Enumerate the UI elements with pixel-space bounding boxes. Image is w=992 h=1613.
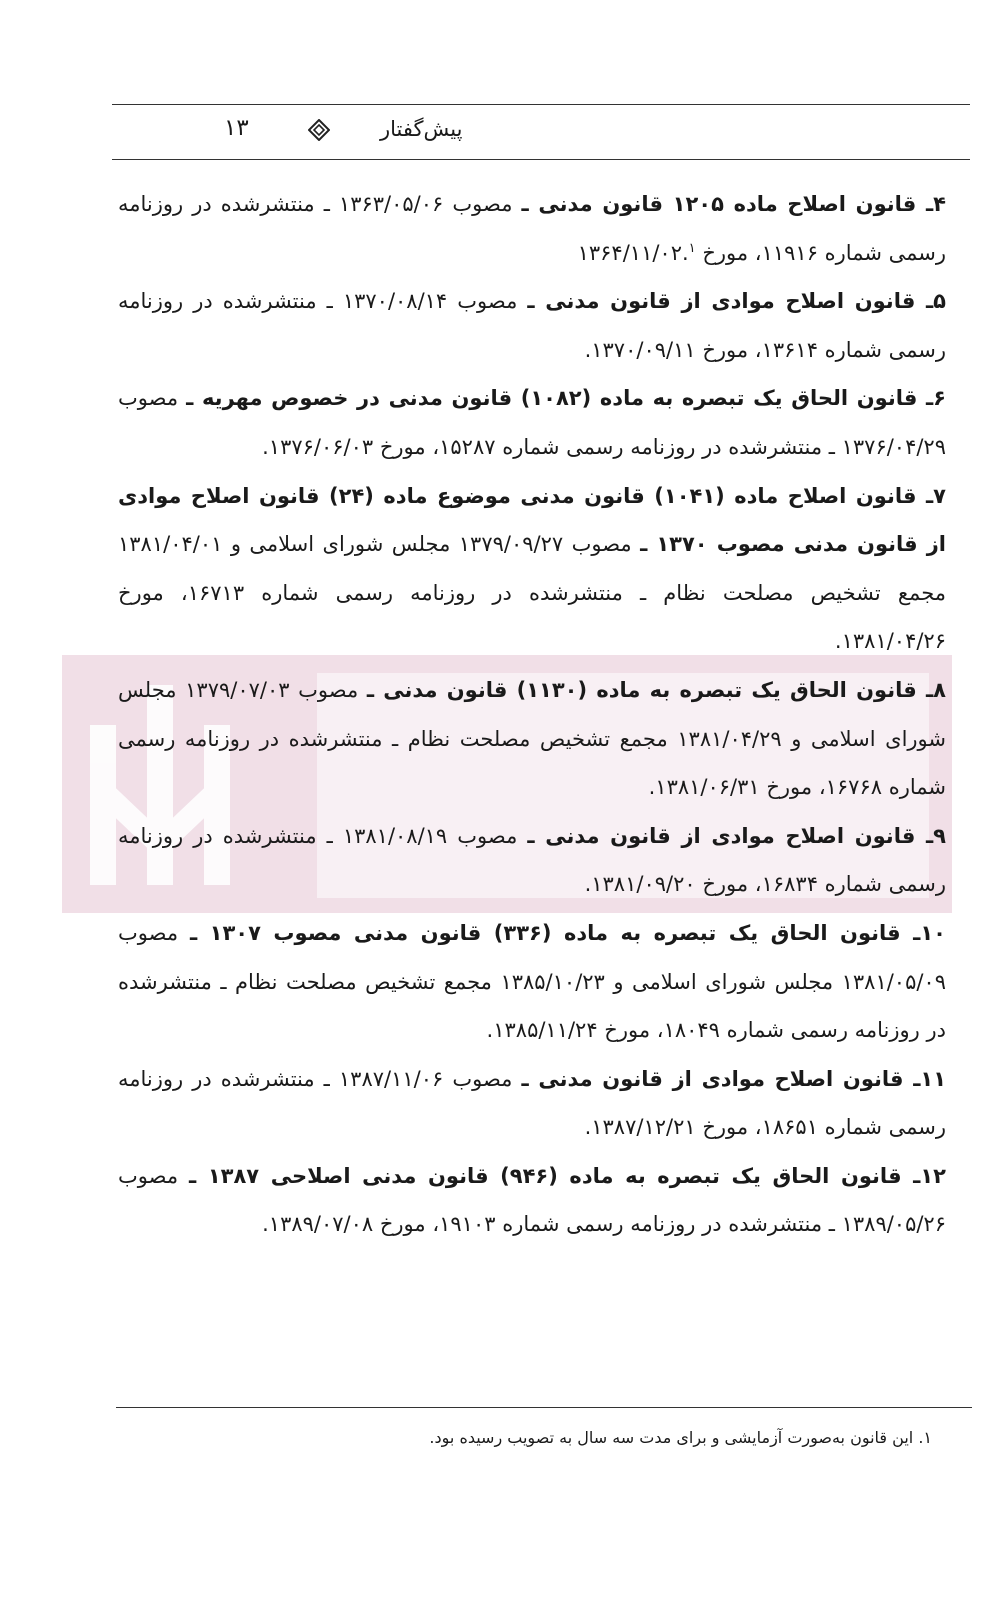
law-title: ۷ـ قانون اصلاح ماده (۱۰۴۱) قانون مدنی موضوع ماده (۲۴) قانون اصلاح موادی از قانون مدنی مصوب ۱۳۷۰ ـ	[118, 483, 947, 557]
list-item	[118, 666, 946, 812]
list-item	[118, 1055, 946, 1152]
list-item	[118, 180, 946, 277]
running-header	[112, 104, 970, 160]
footnote-reference[interactable]: ۱	[688, 240, 696, 256]
law-details: مصوب ۱۳۷۹/۰۹/۲۷ مجلس شورای اسلامی و ۱۳۸۱/۰۴/۰۱ مجمع تشخیص مصلحت نظام ـ منتشرشده در روزنامه رسمی شماره ۱۶۷۱۳، مورخ ۱۳۸۱/۰۴/۲۶.	[118, 532, 947, 654]
chapter-title: پیش‌گفتار	[380, 117, 463, 141]
law-title: ۵ـ قانون اصلاح موادی از قانون مدنی ـ	[527, 289, 946, 314]
law-details: مصوب ۱۳۸۹/۰۵/۲۶ ـ منتشرشده در روزنامه رسمی شماره ۱۹۱۰۳، مورخ ۱۳۸۹/۰۷/۰۸.	[118, 1163, 946, 1237]
law-details: مصوب ۱۳۷۶/۰۴/۲۹ ـ منتشرشده در روزنامه رسمی شماره ۱۵۲۸۷، مورخ ۱۳۷۶/۰۶/۰۳.	[118, 386, 946, 459]
law-title: ۴ـ قانون اصلاح ماده ۱۲۰۵ قانون مدنی ـ	[521, 192, 946, 216]
list-item	[118, 909, 946, 1055]
law-list	[118, 180, 946, 1249]
page-number: ۱۳	[224, 115, 249, 141]
diamond-ornament-icon	[308, 119, 330, 141]
law-details: مصوب ۱۳۷۰/۰۸/۱۴ ـ منتشرشده در روزنامه رسمی شماره ۱۳۶۱۴، مورخ ۱۳۷۰/۰۹/۱۱.	[118, 289, 946, 362]
law-title: ۹ـ قانون اصلاح موادی از قانون مدنی ـ	[527, 823, 946, 848]
law-details: مصوب ۱۳۸۷/۱۱/۰۶ ـ منتشرشده در روزنامه رسمی شماره ۱۸۶۵۱، مورخ ۱۳۸۷/۱۲/۲۱.	[118, 1066, 946, 1140]
list-item	[118, 374, 946, 471]
list-item	[118, 472, 946, 666]
law-details: مصوب ۱۳۷۹/۰۷/۰۳ مجلس شورای اسلامی و ۱۳۸۱/۰۴/۲۹ مجمع تشخیص مصلحت نظام ـ منتشرشده در روزنامه رسمی شماره ۱۶۷۶۸، مورخ ۱۳۸۱/۰۶/۳۱.	[118, 677, 946, 800]
law-details: مصوب ۱۳۸۱/۰۵/۰۹ مجلس شورای اسلامی و ۱۳۸۵/۱۰/۲۳ مجمع تشخیص مصلحت نظام ـ منتشرشده در روزنامه رسمی شماره ۱۸۰۴۹، مورخ ۱۳۸۵/۱۱/۲۴.	[118, 920, 946, 1043]
law-details: مصوب ۱۳۸۱/۰۸/۱۹ ـ منتشرشده در روزنامه رسمی شماره ۱۶۸۳۴، مورخ ۱۳۸۱/۰۹/۲۰.	[118, 823, 946, 897]
law-title: ۸ـ قانون الحاق یک تبصره به ماده (۱۱۳۰) قانون مدنی ـ	[366, 677, 946, 702]
law-title: ۱۲ـ قانون الحاق یک تبصره به ماده (۹۴۶) قانون مدنی اصلاحی ۱۳۸۷ ـ	[189, 1163, 946, 1188]
list-item	[118, 1152, 946, 1249]
footnote: ۱. این قانون به‌صورت آزمایشی و برای مدت سه سال به تصویب رسیده بود.	[429, 1428, 932, 1447]
law-title: ۱۱ـ قانون اصلاح موادی از قانون مدنی ـ	[521, 1066, 947, 1091]
list-item	[118, 812, 946, 909]
law-title: ۱۰ـ قانون الحاق یک تبصره به ماده (۳۳۶) قانون مدنی مصوب ۱۳۰۷ ـ	[189, 920, 946, 945]
law-title: ۶ـ قانون الحاق یک تبصره به ماده (۱۰۸۲) قانون مدنی در خصوص مهریه ـ	[186, 386, 946, 411]
footnote-separator	[116, 1407, 972, 1408]
law-details: مصوب ۱۳۶۳/۰۵/۰۶ ـ منتشرشده در روزنامه رسمی شماره ۱۱۹۱۶، مورخ ۱۳۶۴/۱۱/۰۲.	[118, 192, 946, 265]
list-item	[118, 277, 946, 374]
